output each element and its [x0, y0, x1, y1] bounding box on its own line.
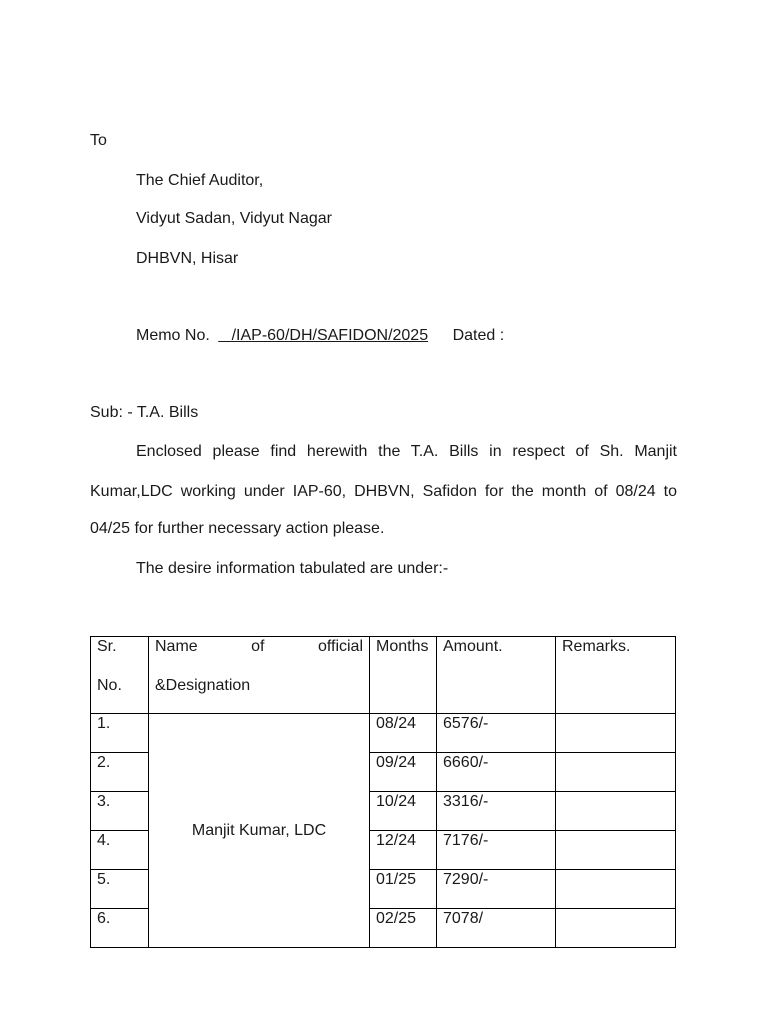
recipient-line-1: The Chief Auditor, — [136, 172, 264, 189]
row-amount: 6576/- — [437, 714, 556, 753]
official-name-cell: Manjit Kumar, LDC — [149, 714, 370, 948]
row-amount: 7176/- — [437, 831, 556, 870]
row-month: 01/25 — [370, 870, 437, 909]
memo-number: /IAP-60/DH/SAFIDON/2025 — [218, 327, 429, 344]
row-sr: 3. — [91, 792, 149, 831]
header-sr-line1: Sr. — [97, 638, 117, 655]
table-intro-line: The desire information tabulated are under:- — [136, 560, 449, 577]
recipient-line-2: Vidyut Sadan, Vidyut Nagar — [136, 210, 332, 227]
row-amount: 7290/- — [437, 870, 556, 909]
row-sr: 1. — [91, 714, 149, 753]
table-header-row — [91, 637, 676, 714]
header-amount: Amount. — [437, 637, 556, 714]
row-sr: 2. — [91, 753, 149, 792]
row-amount: 3316/- — [437, 792, 556, 831]
salutation-to: To — [90, 132, 107, 149]
header-sr-no — [91, 637, 149, 714]
row-month: 12/24 — [370, 831, 437, 870]
row-sr: 5. — [91, 870, 149, 909]
row-month: 08/24 — [370, 714, 437, 753]
body-line-3: 04/25 for further necessary action please. — [90, 520, 385, 537]
row-amount: 7078/ — [437, 909, 556, 948]
row-remarks — [556, 753, 676, 792]
header-name-word-1: Name — [155, 638, 198, 655]
dated-label: Dated : — [452, 327, 505, 344]
ta-bills-table — [90, 636, 676, 948]
row-month: 09/24 — [370, 753, 437, 792]
body-line-1: Enclosed please find herewith the T.A. Bills in respect of Sh. Manjit — [136, 443, 677, 460]
body-line-2: Kumar,LDC working under IAP-60, DHBVN, Safidon for the month of 08/24 to — [90, 483, 677, 500]
row-remarks — [556, 714, 676, 753]
header-name-line2: &Designation — [155, 677, 251, 694]
row-month: 02/25 — [370, 909, 437, 948]
row-remarks — [556, 792, 676, 831]
header-months: Months — [370, 637, 437, 714]
row-sr: 6. — [91, 909, 149, 948]
header-name-line1 — [155, 637, 369, 657]
row-month: 10/24 — [370, 792, 437, 831]
header-name-word-2: of — [251, 638, 265, 655]
header-name-word-3: official — [317, 638, 363, 655]
subject-line: Sub: - T.A. Bills — [90, 404, 199, 421]
row-remarks — [556, 870, 676, 909]
header-name-designation — [149, 637, 370, 714]
header-sr-line2: No. — [97, 677, 122, 694]
memo-label: Memo No. — [136, 327, 210, 344]
row-sr: 4. — [91, 831, 149, 870]
row-remarks — [556, 909, 676, 948]
table-row — [91, 714, 676, 753]
row-remarks — [556, 831, 676, 870]
row-amount: 6660/- — [437, 753, 556, 792]
recipient-line-3: DHBVN, Hisar — [136, 250, 239, 267]
header-remarks: Remarks. — [556, 637, 676, 714]
memo-line — [136, 326, 504, 346]
